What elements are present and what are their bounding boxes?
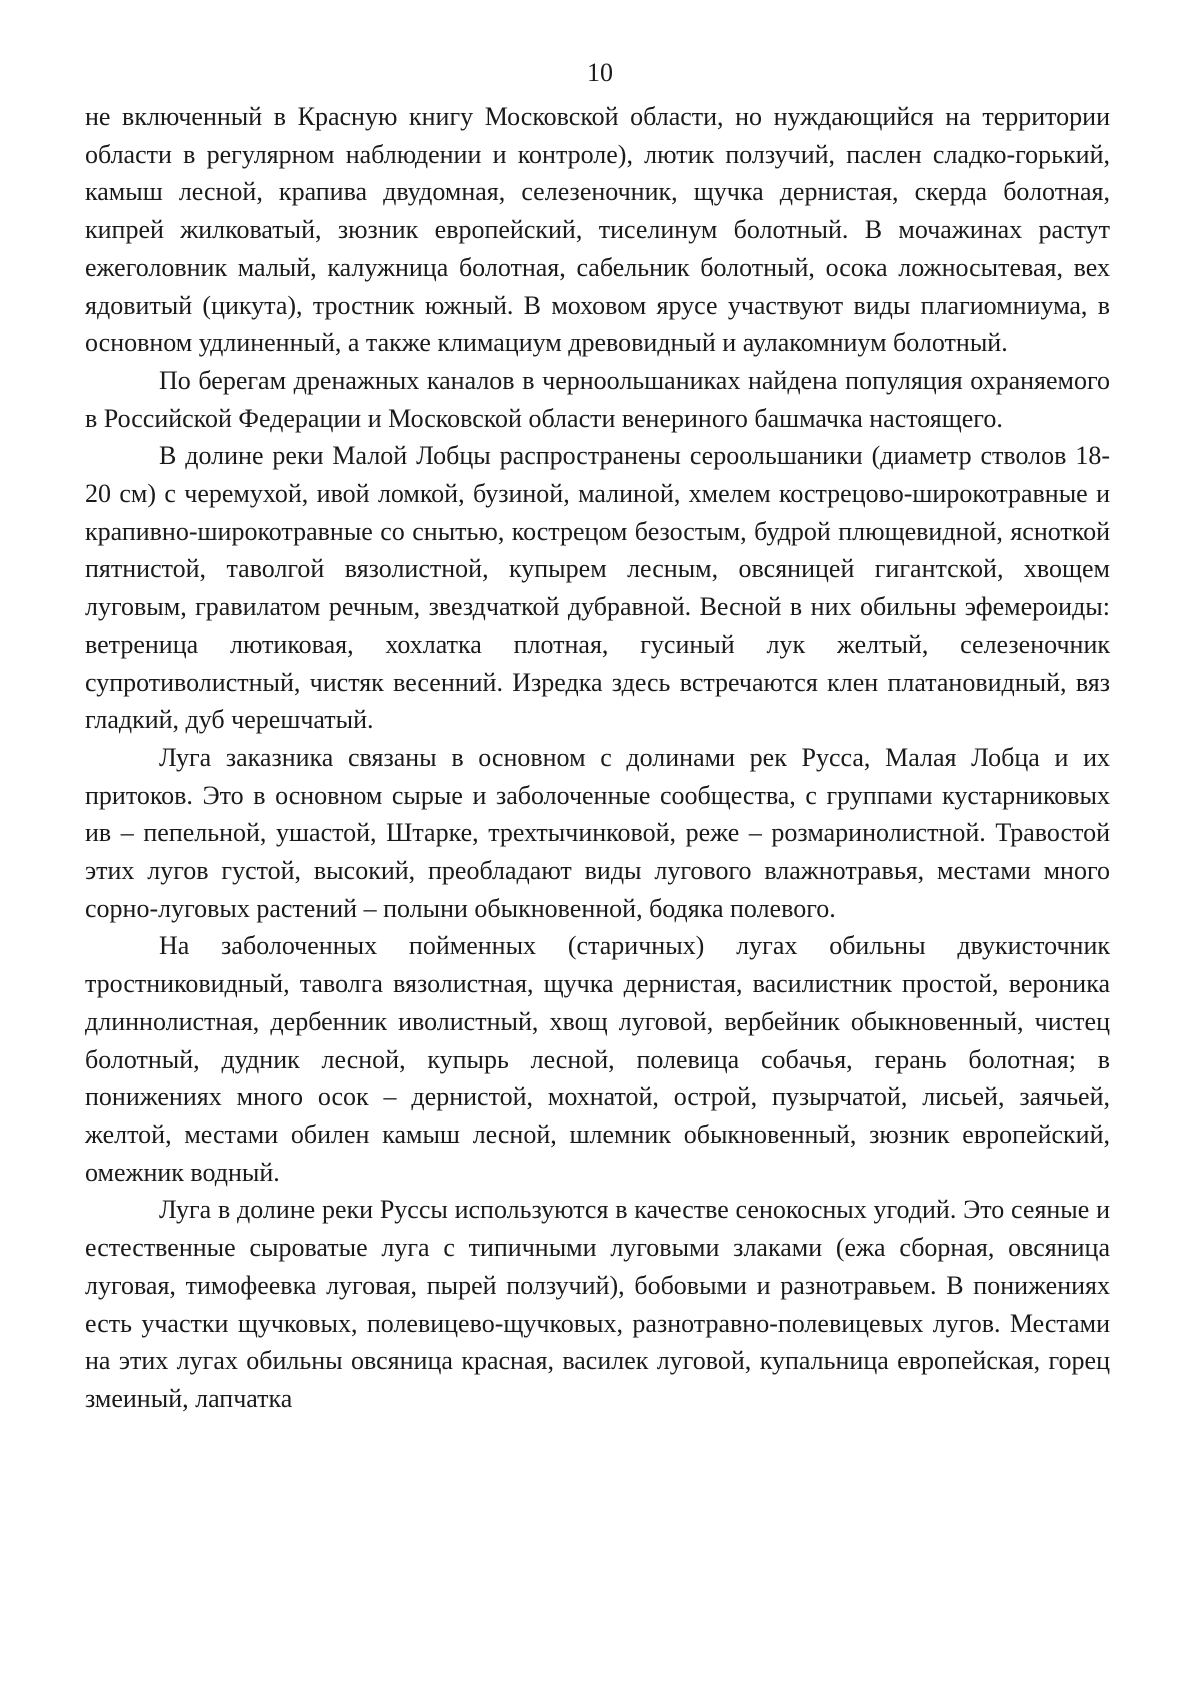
paragraph-drainage-canals: По берегам дренажных каналов в черноольшаниках найдена популяция охраняемого в Российской Федерации и Московской области венериного башмачка настоящего.	[85, 365, 1110, 433]
paragraph-swampy-meadows: На заболоченных пойменных (старичных) лугах обильны двукисточник тростниковидный, таволга вязолистная, щучка дернистая, василистник простой, вероника длиннолистная, дербенник иволистный, хвощ луговой, вербейник обыкновенный, чистец болотный, дудник лесной, купырь лесной, полевица собачья, герань болотная; в понижениях много осок – дернистой, мохнатой, острой, пузырчатой, лисьей, заячьей, желтой, местами обилен камыш лесной, шлемник обыкновенный, зюзник европейский, омежник водный.	[85, 931, 1110, 1187]
paragraph-russa-hayfields: Луга в долине реки Руссы используются в качестве сенокосных угодий. Это сеяные и естественные сыроватые луга с типичными луговыми злаками (ежа сборная, овсяница луговая, тимофеевка луговая, пырей ползучий), бобовыми и разнотравьем. В понижениях есть участки щучковых, полевицево-щучковых, разнотравно-полевицевых лугов. Местами на этих лугах обильны овсяница красная, василек луговой, купальница европейская, горец змеиный, лапчатка	[85, 1195, 1110, 1413]
page-number: 10	[587, 58, 613, 87]
paragraph-continuation: не включенный в Красную книгу Московской области, но нуждающийся на территории области в регулярном наблюдении и контроле), лютик ползучий, паслен сладко-горький, камыш лесной, крапива двудомная, селезеночник, щучка дернистая, скерда болотная, кипрей жилковатый, зюзник европейский, тиселинум болотный. В мочажинах растут ежеголовник малый, калужница болотная, сабельник болотный, осока ложносытевая, вех ядовитый (цикута), тростник южный. В моховом ярусе участвуют виды плагиомниума, в основном удлиненный, а также климациум древовидный и аулакомниум болотный.	[85, 102, 1110, 358]
paragraph-reserve-meadows: Луга заказника связаны в основном с долинами рек Русса, Малая Лобца и их притоков. Это в основном сырые и заболоченные сообщества, с группами кустарниковых ив – пепельной, ушастой, Штарке, трехтычинковой, реже – розмаринолистной. Травостой этих лугов густой, высокий, преобладают виды лугового влажнотравья, местами много сорно-луговых растений – полыни обыкновенной, бодяка полевого.	[85, 742, 1110, 923]
body-text	[85, 98, 1110, 1418]
paragraph-malaya-lobtsa-valley: В долине реки Малой Лобцы распространены сероольшаники (диаметр стволов 18-20 см) с черемухой, ивой ломкой, бузиной, малиной, хмелем кострецово-широкотравные и крапивно-широкотравные со снытью, кострецом безостым, будрой плющевидной, ясноткой пятнистой, таволгой вязолистной, купырем лесным, овсяницей гигантской, хвощем луговым, гравилатом речным, звездчаткой дубравной. Весной в них обильны эфемероиды: ветреница лютиковая, хохлатка плотная, гусиный лук желтый, селезеночник супротиволистный, чистяк весенний. Изредка здесь встречаются клен платановидный, вяз гладкий, дуб черешчатый.	[85, 441, 1110, 735]
